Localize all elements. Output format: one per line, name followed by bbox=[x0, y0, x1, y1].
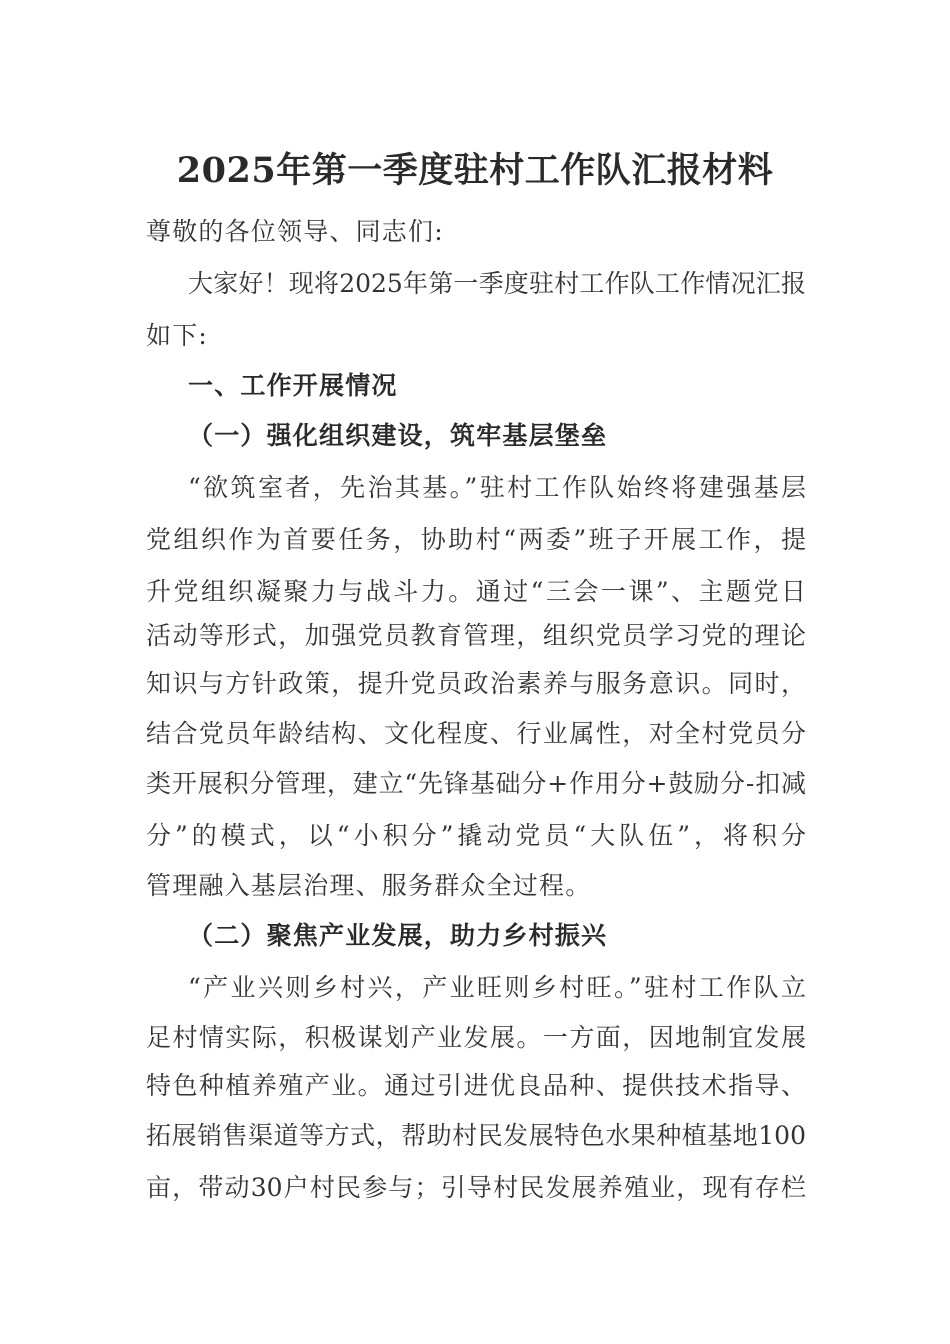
intro-line: 大家好！现将2025年第一季度驻村工作队工作情况汇报 bbox=[188, 269, 806, 298]
intro-line: 如下: bbox=[146, 321, 209, 350]
subsection-heading: （二）聚焦产业发展，助力乡村振兴 bbox=[188, 921, 608, 950]
paragraph-line: 类开展积分管理，建立“先锋基础分+作用分+鼓励分-扣减 bbox=[146, 769, 806, 798]
paragraph-line: 党组织作为首要任务，协助村“两委”班子开展工作，提 bbox=[146, 525, 806, 554]
paragraph-line: “产业兴则乡村兴，产业旺则乡村旺。”驻村工作队立 bbox=[188, 973, 806, 1002]
paragraph-line: 知识与方针政策，提升党员政治素养与服务意识。同时， bbox=[146, 669, 806, 698]
paragraph-line: 足村情实际，积极谋划产业发展。一方面，因地制宜发展 bbox=[146, 1023, 806, 1052]
salutation: 尊敬的各位领导、同志们: bbox=[146, 217, 444, 246]
paragraph-line: 活动等形式，加强党员教育管理，组织党员学习党的理论 bbox=[146, 621, 806, 650]
paragraph-line: 拓展销售渠道等方式，帮助村民发展特色水果种植基地100 bbox=[146, 1121, 806, 1150]
paragraph-line: 亩，带动30户村民参与；引导村民发展养殖业，现有存栏 bbox=[146, 1173, 806, 1202]
subsection-heading: （一）强化组织建设，筑牢基层堡垒 bbox=[188, 421, 608, 450]
paragraph-line: 管理融入基层治理、服务群众全过程。 bbox=[146, 871, 592, 900]
paragraph-line: 分”的模式，以“小积分”撬动党员“大队伍”，将积分 bbox=[146, 821, 806, 850]
paragraph-line: 结合党员年龄结构、文化程度、行业属性，对全村党员分 bbox=[146, 719, 806, 748]
document-title: 2025年第一季度驻村工作队汇报材料 bbox=[176, 150, 774, 191]
paragraph-line: 升党组织凝聚力与战斗力。通过“三会一课”、主题党日 bbox=[146, 577, 806, 606]
paragraph-line: 特色种植养殖产业。通过引进优良品种、提供技术指导、 bbox=[146, 1071, 806, 1100]
paragraph-line: “欲筑室者，先治其基。”驻村工作队始终将建强基层 bbox=[188, 473, 806, 502]
section-heading: 一、工作开展情况 bbox=[188, 371, 398, 400]
